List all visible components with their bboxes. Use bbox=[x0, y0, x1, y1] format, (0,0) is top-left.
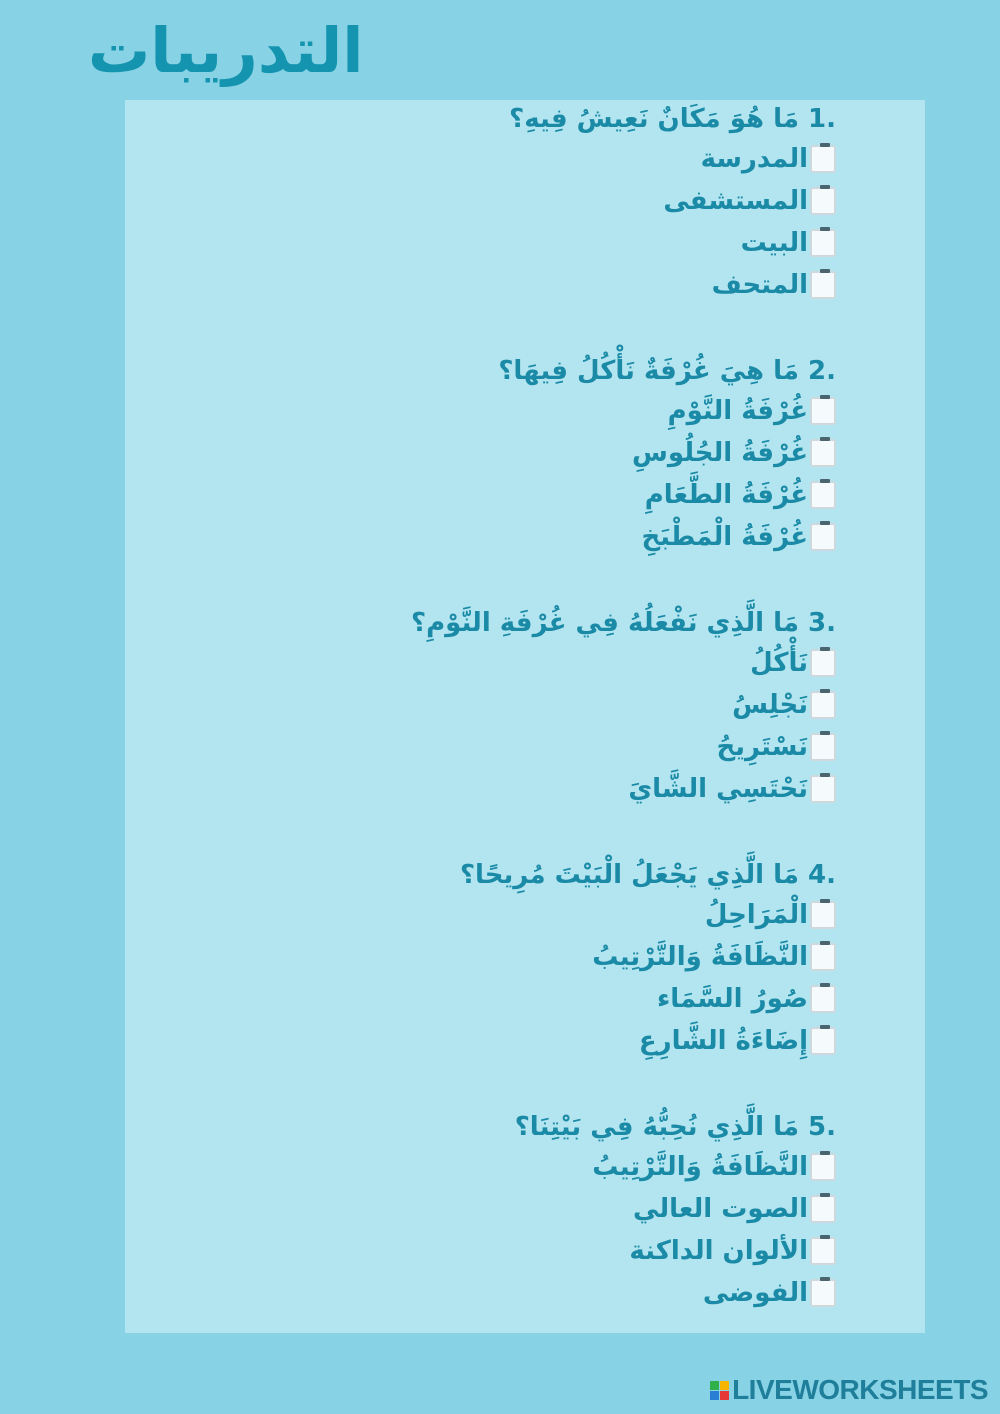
option-label: غُرْفَةُ الْمَطْبَخِ bbox=[641, 522, 808, 552]
logo-square bbox=[720, 1391, 729, 1400]
option-label: نَأْكُلُ bbox=[750, 648, 808, 678]
option-item[interactable] bbox=[396, 474, 836, 516]
option-label: الفوضى bbox=[702, 1278, 808, 1308]
option-item[interactable] bbox=[396, 1188, 836, 1230]
option-label: غُرْفَةُ النَّوْمِ bbox=[667, 396, 808, 426]
option-label: النَّظَافَةُ وَالتَّرْتِيبُ bbox=[592, 1152, 808, 1182]
checkbox[interactable] bbox=[810, 649, 836, 677]
checkbox[interactable] bbox=[810, 1027, 836, 1055]
worksheet-panel bbox=[125, 100, 925, 1333]
option-item[interactable] bbox=[396, 978, 836, 1020]
logo-square bbox=[710, 1391, 719, 1400]
question-label: مَا هِيَ غُرْفَةٌ نَأْكُلُ فِيهَا؟ bbox=[498, 356, 799, 386]
question-text bbox=[396, 1108, 836, 1146]
checkbox[interactable] bbox=[810, 985, 836, 1013]
option-label: نَجْلِسُ bbox=[732, 690, 808, 720]
question-text bbox=[396, 352, 836, 390]
checkbox[interactable] bbox=[810, 943, 836, 971]
option-item[interactable] bbox=[396, 726, 836, 768]
question-label: مَا الَّذِي يَجْعَلُ الْبَيْتَ مُرِيحًا؟ bbox=[459, 860, 799, 890]
option-item[interactable] bbox=[396, 516, 836, 558]
option-item[interactable] bbox=[396, 936, 836, 978]
logo-square bbox=[720, 1381, 729, 1390]
option-item[interactable] bbox=[396, 222, 836, 264]
option-label: الصوت العالي bbox=[633, 1194, 808, 1224]
question-text bbox=[396, 856, 836, 894]
option-label: غُرْفَةُ الطَّعَامِ bbox=[644, 480, 808, 510]
question-number: 5. bbox=[808, 1112, 836, 1142]
checkbox[interactable] bbox=[810, 733, 836, 761]
checkbox[interactable] bbox=[810, 481, 836, 509]
liveworksheets-brand[interactable] bbox=[710, 1374, 988, 1406]
option-label: الألوان الداكنة bbox=[629, 1236, 808, 1266]
question-5 bbox=[396, 1108, 836, 1314]
question-text bbox=[396, 604, 836, 642]
checkbox[interactable] bbox=[810, 229, 836, 257]
page-title: التدريبات bbox=[88, 14, 364, 87]
checkbox[interactable] bbox=[810, 271, 836, 299]
option-label: المستشفى bbox=[663, 186, 808, 216]
option-item[interactable] bbox=[396, 1146, 836, 1188]
checkbox[interactable] bbox=[810, 187, 836, 215]
brand-name: LIVEWORKSHEETS bbox=[732, 1374, 988, 1405]
checkbox[interactable] bbox=[810, 1153, 836, 1181]
checkbox[interactable] bbox=[810, 397, 836, 425]
question-4 bbox=[396, 856, 836, 1062]
option-item[interactable] bbox=[396, 138, 836, 180]
option-item[interactable] bbox=[396, 180, 836, 222]
option-item[interactable] bbox=[396, 1020, 836, 1062]
question-label: مَا الَّذِي نَفْعَلُهُ فِي غُرْفَةِ النَّوْمِ؟ bbox=[411, 608, 799, 638]
option-item[interactable] bbox=[396, 390, 836, 432]
option-label: إِضَاءَةُ الشَّارِعِ bbox=[638, 1026, 808, 1056]
option-label: المدرسة bbox=[700, 144, 808, 174]
option-label: صُورُ السَّمَاء bbox=[656, 984, 808, 1014]
option-item[interactable] bbox=[396, 768, 836, 810]
option-item[interactable] bbox=[396, 642, 836, 684]
question-number: 3. bbox=[808, 608, 836, 638]
option-item[interactable] bbox=[396, 264, 836, 306]
question-number: 4. bbox=[808, 860, 836, 890]
option-label: البيت bbox=[740, 228, 808, 258]
option-label: النَّظَافَةُ وَالتَّرْتِيبُ bbox=[592, 942, 808, 972]
question-3 bbox=[396, 604, 836, 810]
option-item[interactable] bbox=[396, 684, 836, 726]
question-2 bbox=[396, 352, 836, 558]
option-label: المتحف bbox=[711, 270, 808, 300]
option-item[interactable] bbox=[396, 1272, 836, 1314]
question-number: 2. bbox=[808, 356, 836, 386]
option-label: غُرْفَةُ الجُلُوسِ bbox=[632, 438, 808, 468]
checkbox[interactable] bbox=[810, 523, 836, 551]
option-item[interactable] bbox=[396, 432, 836, 474]
question-1 bbox=[396, 100, 836, 306]
checkbox[interactable] bbox=[810, 145, 836, 173]
question-label: مَا هُوَ مَكَانٌ نَعِيشُ فِيهِ؟ bbox=[509, 104, 799, 134]
checkbox[interactable] bbox=[810, 775, 836, 803]
option-label: الْمَرَاحِلُ bbox=[704, 900, 808, 930]
checkbox[interactable] bbox=[810, 439, 836, 467]
question-label: مَا الَّذِي نُحِبُّهُ فِي بَيْتِنَا؟ bbox=[514, 1112, 799, 1142]
option-item[interactable] bbox=[396, 894, 836, 936]
liveworksheets-logo-icon bbox=[710, 1381, 729, 1400]
checkbox[interactable] bbox=[810, 1279, 836, 1307]
checkbox[interactable] bbox=[810, 1237, 836, 1265]
checkbox[interactable] bbox=[810, 1195, 836, 1223]
question-text bbox=[396, 100, 836, 138]
option-label: نَحْتَسِي الشَّايَ bbox=[628, 774, 808, 804]
option-label: نَسْتَرِيحُ bbox=[716, 732, 808, 762]
checkbox[interactable] bbox=[810, 901, 836, 929]
checkbox[interactable] bbox=[810, 691, 836, 719]
logo-square bbox=[710, 1381, 719, 1390]
question-number: 1. bbox=[808, 104, 836, 134]
option-item[interactable] bbox=[396, 1230, 836, 1272]
